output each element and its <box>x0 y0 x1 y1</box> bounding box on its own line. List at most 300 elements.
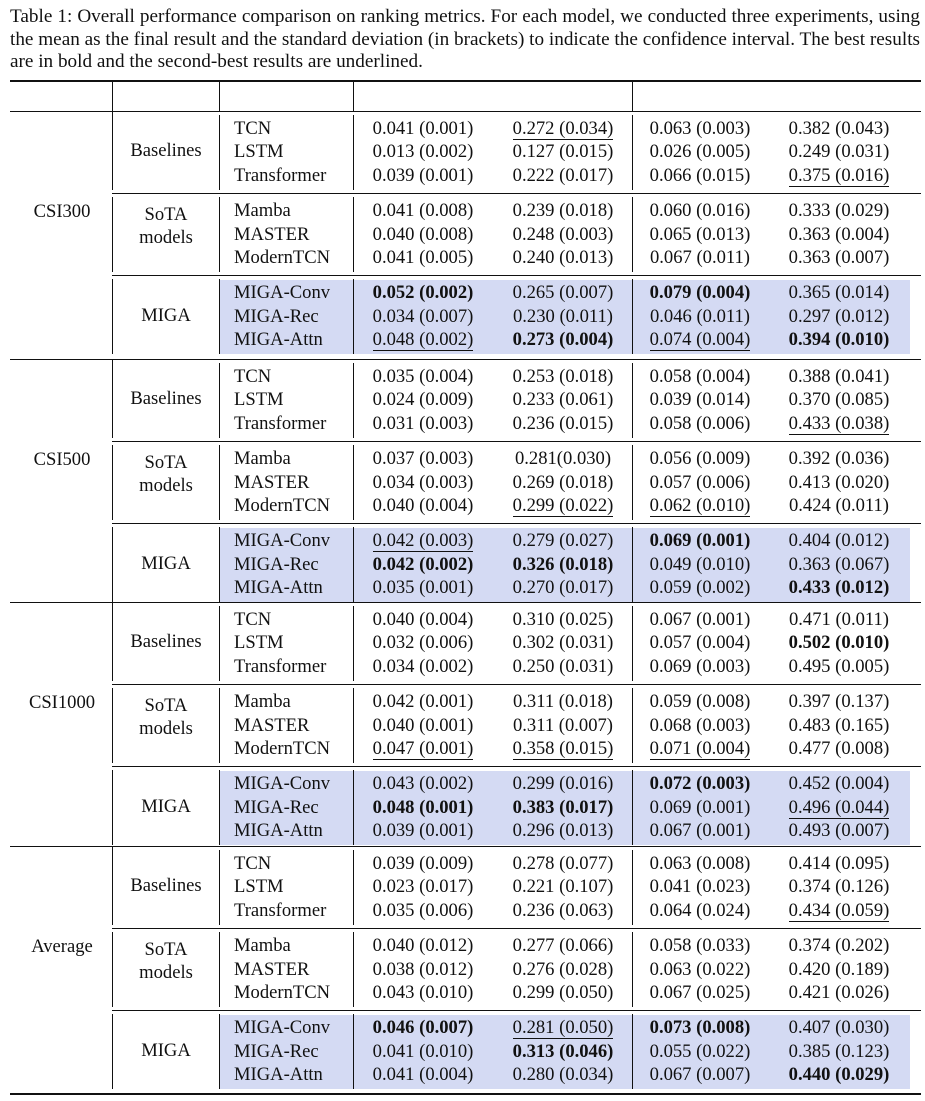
metric-value: 0.058 (0.033) <box>649 935 751 957</box>
metric-cell <box>353 935 493 957</box>
metric-value: 0.302 (0.031) <box>512 632 614 654</box>
metric-cell <box>353 820 493 842</box>
metric-value: 0.236 (0.063) <box>512 899 614 921</box>
column-separator <box>219 770 220 845</box>
column-separator <box>219 688 220 763</box>
metric-value: 0.420 (0.189) <box>788 958 890 980</box>
metric-cell <box>353 472 493 494</box>
metric-cell <box>353 200 493 222</box>
metric-value: 0.069 (0.003) <box>649 655 751 677</box>
metric-value: 0.041 (0.001) <box>372 118 474 139</box>
metric-value: 0.040 (0.004) <box>372 609 474 630</box>
metric-value: 0.040 (0.004) <box>372 494 474 516</box>
column-separator <box>219 932 220 1007</box>
top-rule <box>10 80 921 82</box>
second-best-value: 0.281 (0.050) <box>512 1017 614 1039</box>
column-separator <box>219 115 220 190</box>
metric-value: 0.040 (0.012) <box>372 935 474 957</box>
best-value: 0.073 (0.008) <box>649 1017 751 1039</box>
column-separator <box>112 606 113 681</box>
metric-value: 0.299 (0.050) <box>512 981 614 1003</box>
best-value: 0.046 (0.007) <box>372 1017 474 1039</box>
metric-value: 0.222 (0.017) <box>512 164 614 186</box>
column-separator <box>112 770 113 845</box>
metric-value: 0.068 (0.003) <box>649 714 751 736</box>
best-value: 0.326 (0.018) <box>512 553 614 575</box>
model-name: ModernTCN <box>234 737 331 759</box>
metric-value: 0.493 (0.007) <box>788 820 890 841</box>
metric-cell <box>493 959 633 981</box>
column-separator <box>112 527 113 602</box>
metric-value: 0.385 (0.123) <box>788 1040 890 1062</box>
column-separator <box>112 279 113 354</box>
metric-cell <box>630 715 770 737</box>
metric-cell <box>630 495 770 517</box>
model-name: TCN <box>234 118 272 139</box>
metric-cell <box>630 448 770 470</box>
model-name: MIGA-Attn <box>234 820 323 841</box>
metric-value: 0.037 (0.003) <box>372 448 474 470</box>
metric-cell <box>493 118 633 140</box>
metric-cell <box>353 1017 493 1039</box>
metric-cell <box>630 282 770 304</box>
metric-cell <box>353 797 493 819</box>
model-name: LSTM <box>234 876 284 898</box>
metric-cell <box>353 577 493 599</box>
metric-value: 0.024 (0.009) <box>372 389 474 411</box>
model-name: MASTER <box>234 471 310 493</box>
metric-value: 0.034 (0.007) <box>372 305 474 327</box>
metric-value: 0.221 (0.107) <box>512 876 614 898</box>
metric-value: 0.032 (0.006) <box>372 632 474 654</box>
metric-cell <box>630 820 770 842</box>
metric-value: 0.063 (0.003) <box>649 118 751 139</box>
column-separator <box>112 688 113 763</box>
model-name: MIGA-Rec <box>234 1040 319 1062</box>
group-type: Baselines <box>130 388 202 410</box>
metric-cell <box>769 1017 909 1039</box>
metric-cell <box>769 389 909 411</box>
metric-cell <box>493 797 633 819</box>
model-name: MIGA-Conv <box>234 1017 331 1039</box>
metric-value: 0.066 (0.015) <box>649 164 751 186</box>
metric-cell <box>353 900 493 922</box>
best-value: 0.072 (0.003) <box>649 773 751 795</box>
metric-value: 0.039 (0.001) <box>372 164 474 186</box>
metric-cell <box>630 853 770 875</box>
metric-value: 0.046 (0.011) <box>649 305 750 327</box>
metric-cell <box>630 530 770 552</box>
group-type: MIGA <box>141 1039 191 1061</box>
metric-value: 0.363 (0.067) <box>788 553 890 575</box>
metric-value: 0.067 (0.007) <box>649 1064 751 1085</box>
metric-value: 0.059 (0.008) <box>649 691 751 713</box>
header-rule <box>10 111 921 112</box>
metric-value: 0.026 (0.005) <box>649 141 751 163</box>
metric-value: 0.277 (0.066) <box>512 935 614 957</box>
metric-cell <box>630 632 770 654</box>
best-value: 0.433 (0.012) <box>788 577 890 598</box>
metric-cell <box>493 224 633 246</box>
metric-cell <box>353 715 493 737</box>
metric-value: 0.057 (0.004) <box>649 632 751 654</box>
second-best-value: 0.047 (0.001) <box>372 737 474 759</box>
metric-cell <box>630 329 770 351</box>
metric-cell <box>630 1064 770 1086</box>
model-name: Mamba <box>234 200 291 222</box>
metric-cell <box>353 495 493 517</box>
model-name: Transformer <box>234 412 327 434</box>
metric-value: 0.311 (0.007) <box>512 714 613 736</box>
metric-cell <box>493 306 633 328</box>
metric-cell <box>769 366 909 388</box>
header-separator <box>632 82 633 111</box>
column-separator <box>112 1014 113 1089</box>
metric-cell <box>353 306 493 328</box>
metric-value: 0.397 (0.137) <box>788 691 890 713</box>
model-name: ModernTCN <box>234 246 331 268</box>
bottom-rule <box>10 1093 921 1095</box>
metric-cell <box>630 797 770 819</box>
metric-cell <box>493 200 633 222</box>
second-best-value: 0.434 (0.059) <box>788 899 890 921</box>
stockset-separator <box>10 602 921 603</box>
metric-cell <box>769 738 909 760</box>
metric-cell <box>769 472 909 494</box>
metric-cell <box>630 224 770 246</box>
model-name: LSTM <box>234 632 284 654</box>
metric-cell <box>769 715 909 737</box>
metric-cell <box>493 656 633 678</box>
metric-value: 0.127 (0.015) <box>512 141 614 163</box>
model-name: MIGA-Conv <box>234 530 331 552</box>
model-name: MIGA-Conv <box>234 282 331 304</box>
model-name: MIGA-Attn <box>234 329 323 350</box>
metric-cell <box>353 224 493 246</box>
metric-value: 0.363 (0.007) <box>788 246 890 268</box>
metric-cell <box>769 282 909 304</box>
column-separator <box>112 850 113 925</box>
metric-value: 0.023 (0.017) <box>372 876 474 898</box>
metric-value: 0.035 (0.006) <box>372 899 474 921</box>
best-value: 0.052 (0.002) <box>372 282 474 304</box>
metric-cell <box>630 472 770 494</box>
stockset-name: CSI500 <box>33 449 91 471</box>
metric-value: 0.039 (0.009) <box>372 853 474 874</box>
metric-value: 0.483 (0.165) <box>788 714 890 736</box>
group-separator <box>112 928 921 929</box>
group-separator <box>112 766 921 767</box>
metric-value: 0.299 (0.016) <box>512 773 614 795</box>
second-best-value: 0.433 (0.038) <box>788 412 890 434</box>
metric-cell <box>493 982 633 1004</box>
group-type: MIGA <box>141 795 191 817</box>
best-value: 0.069 (0.001) <box>649 530 751 552</box>
metric-cell <box>353 773 493 795</box>
model-name: MIGA-Rec <box>234 553 319 575</box>
best-value: 0.079 (0.004) <box>649 282 751 304</box>
metric-cell <box>769 876 909 898</box>
metric-value: 0.069 (0.001) <box>649 796 751 818</box>
header-separator <box>353 82 354 111</box>
group-type: Baselines <box>130 140 202 162</box>
model-name: MIGA-Rec <box>234 796 319 818</box>
metric-value: 0.058 (0.004) <box>649 366 751 387</box>
column-separator <box>219 527 220 602</box>
metric-cell <box>769 141 909 163</box>
model-name: Transformer <box>234 899 327 921</box>
metric-value: 0.057 (0.006) <box>649 471 751 493</box>
metric-cell <box>493 691 633 713</box>
group-type: MIGA <box>141 552 191 574</box>
metric-value: 0.269 (0.018) <box>512 471 614 493</box>
metric-cell <box>493 389 633 411</box>
metric-value: 0.253 (0.018) <box>512 366 614 387</box>
best-value: 0.313 (0.046) <box>512 1040 614 1062</box>
metric-value: 0.041 (0.004) <box>372 1064 474 1085</box>
column-separator <box>112 115 113 190</box>
metric-cell <box>353 530 493 552</box>
metric-value: 0.250 (0.031) <box>512 655 614 677</box>
model-name: Mamba <box>234 448 291 470</box>
metric-cell <box>630 200 770 222</box>
metric-value: 0.233 (0.061) <box>512 389 614 411</box>
column-separator <box>112 197 113 272</box>
column-separator <box>112 111 113 119</box>
column-separator <box>219 197 220 272</box>
metric-value: 0.414 (0.095) <box>788 853 890 874</box>
metric-cell <box>353 329 493 351</box>
second-best-value: 0.071 (0.004) <box>649 737 751 759</box>
metric-value: 0.041 (0.008) <box>372 200 474 222</box>
metric-value: 0.471 (0.011) <box>788 609 889 630</box>
column-separator <box>219 850 220 925</box>
model-name: MASTER <box>234 223 310 245</box>
metric-cell <box>630 165 770 187</box>
metric-cell <box>769 118 909 140</box>
metric-cell <box>630 577 770 599</box>
metric-value: 0.281(0.030) <box>514 448 612 470</box>
metric-value: 0.034 (0.002) <box>372 655 474 677</box>
metric-cell <box>493 900 633 922</box>
column-separator <box>219 606 220 681</box>
metric-cell <box>493 282 633 304</box>
second-best-value: 0.062 (0.010) <box>649 494 751 516</box>
metric-value: 0.060 (0.016) <box>649 200 751 222</box>
metric-cell <box>769 1041 909 1063</box>
metric-value: 0.065 (0.013) <box>649 223 751 245</box>
group-separator <box>112 193 921 194</box>
metric-cell <box>769 609 909 631</box>
metric-cell <box>493 609 633 631</box>
group-separator <box>112 441 921 442</box>
metric-cell <box>630 773 770 795</box>
metric-cell <box>353 247 493 269</box>
metric-cell <box>353 876 493 898</box>
metric-cell <box>493 876 633 898</box>
metric-cell <box>630 554 770 576</box>
metric-value: 0.043 (0.010) <box>372 981 474 1003</box>
metric-value: 0.333 (0.029) <box>788 200 890 222</box>
metric-cell <box>769 448 909 470</box>
metric-cell <box>353 982 493 1004</box>
metric-cell <box>353 366 493 388</box>
metric-cell <box>769 773 909 795</box>
metric-cell <box>769 200 909 222</box>
metric-cell <box>630 959 770 981</box>
metric-value: 0.064 (0.024) <box>649 899 751 921</box>
metric-value: 0.311 (0.018) <box>512 691 613 713</box>
metric-value: 0.055 (0.022) <box>649 1040 751 1062</box>
group-type: SoTA models <box>139 204 193 249</box>
metric-value: 0.280 (0.034) <box>512 1064 614 1085</box>
metric-value: 0.058 (0.006) <box>649 412 751 434</box>
metric-value: 0.059 (0.002) <box>649 577 751 598</box>
column-separator <box>219 363 220 438</box>
metric-cell <box>769 413 909 435</box>
metric-value: 0.038 (0.012) <box>372 958 474 980</box>
metric-cell <box>493 495 633 517</box>
metric-cell <box>769 959 909 981</box>
metric-cell <box>630 306 770 328</box>
metric-cell <box>769 306 909 328</box>
model-name: TCN <box>234 366 272 387</box>
best-value: 0.048 (0.001) <box>372 796 474 818</box>
metric-cell <box>353 554 493 576</box>
metric-cell <box>769 656 909 678</box>
metric-cell <box>493 448 633 470</box>
metric-value: 0.276 (0.028) <box>512 958 614 980</box>
metric-cell <box>353 141 493 163</box>
metric-value: 0.056 (0.009) <box>649 448 751 470</box>
metric-value: 0.249 (0.031) <box>788 141 890 163</box>
metric-cell <box>353 282 493 304</box>
metric-value: 0.370 (0.085) <box>788 389 890 411</box>
metric-value: 0.049 (0.010) <box>649 553 751 575</box>
metric-value: 0.495 (0.005) <box>788 655 890 677</box>
column-separator <box>112 445 113 520</box>
metric-cell <box>493 715 633 737</box>
metric-cell <box>493 935 633 957</box>
model-name: LSTM <box>234 141 284 163</box>
metric-cell <box>630 609 770 631</box>
metric-value: 0.363 (0.004) <box>788 223 890 245</box>
metric-cell <box>353 609 493 631</box>
metric-cell <box>493 1041 633 1063</box>
metric-cell <box>353 165 493 187</box>
metric-cell <box>630 141 770 163</box>
metric-cell <box>769 577 909 599</box>
metric-cell <box>493 577 633 599</box>
table-caption: Table 1: Overall performance comparison on ranking metrics. For each model, we conducted three experiments, using the mean as the final result and the standard deviation (in brackets) to indicate the confidence interval. The best results are in bold and the second-best results are underlined. <box>10 6 920 72</box>
metric-cell <box>630 413 770 435</box>
metric-cell <box>353 118 493 140</box>
metric-value: 0.374 (0.126) <box>788 876 890 898</box>
metric-value: 0.421 (0.026) <box>788 981 890 1003</box>
group-type: SoTA models <box>139 695 193 740</box>
header-separator <box>112 82 113 111</box>
second-best-value: 0.299 (0.022) <box>512 494 614 516</box>
metric-value: 0.452 (0.004) <box>788 773 890 795</box>
metric-value: 0.392 (0.036) <box>788 448 890 470</box>
best-value: 0.383 (0.017) <box>512 796 614 818</box>
best-value: 0.502 (0.010) <box>788 632 890 654</box>
metric-value: 0.279 (0.027) <box>512 530 614 552</box>
metric-value: 0.040 (0.001) <box>372 714 474 736</box>
model-name: MASTER <box>234 714 310 736</box>
metric-value: 0.067 (0.025) <box>649 981 751 1003</box>
metric-value: 0.270 (0.017) <box>512 577 614 598</box>
column-separator <box>112 932 113 1007</box>
metric-cell <box>630 247 770 269</box>
metric-cell <box>493 530 633 552</box>
metric-cell <box>769 900 909 922</box>
metric-cell <box>493 141 633 163</box>
metric-cell <box>769 1064 909 1086</box>
metric-value: 0.297 (0.012) <box>788 305 890 327</box>
metric-cell <box>769 691 909 713</box>
group-separator <box>112 684 921 685</box>
metric-cell <box>493 820 633 842</box>
metric-value: 0.035 (0.004) <box>372 366 474 387</box>
model-name: Transformer <box>234 655 327 677</box>
metric-cell <box>630 900 770 922</box>
model-name: ModernTCN <box>234 981 331 1003</box>
metric-value: 0.374 (0.202) <box>788 935 890 957</box>
metric-cell <box>353 959 493 981</box>
metric-cell <box>493 738 633 760</box>
metric-cell <box>493 413 633 435</box>
metric-value: 0.413 (0.020) <box>788 471 890 493</box>
metric-value: 0.063 (0.022) <box>649 958 751 980</box>
model-name: MASTER <box>234 958 310 980</box>
metric-cell <box>353 1041 493 1063</box>
column-separator <box>219 1014 220 1089</box>
stockset-name: Average <box>31 936 93 958</box>
metric-cell <box>769 554 909 576</box>
metric-value: 0.013 (0.002) <box>372 141 474 163</box>
metric-value: 0.310 (0.025) <box>512 609 614 630</box>
group-type: SoTA models <box>139 939 193 984</box>
group-type: MIGA <box>141 304 191 326</box>
metric-value: 0.063 (0.008) <box>649 853 751 874</box>
metric-cell <box>630 876 770 898</box>
metric-cell <box>769 632 909 654</box>
metric-cell <box>630 691 770 713</box>
metric-cell <box>769 797 909 819</box>
group-separator <box>112 1010 921 1011</box>
model-name: ModernTCN <box>234 494 331 516</box>
column-separator <box>219 445 220 520</box>
metric-cell <box>630 1041 770 1063</box>
metric-value: 0.041 (0.005) <box>372 246 474 268</box>
group-type: SoTA models <box>139 452 193 497</box>
metric-cell <box>353 656 493 678</box>
metric-value: 0.035 (0.001) <box>372 577 474 598</box>
metric-cell <box>769 495 909 517</box>
metric-value: 0.382 (0.043) <box>788 118 890 139</box>
metric-value: 0.265 (0.007) <box>512 282 614 304</box>
metric-cell <box>630 1017 770 1039</box>
metric-cell <box>493 554 633 576</box>
metric-value: 0.248 (0.003) <box>512 223 614 245</box>
metric-value: 0.230 (0.011) <box>512 305 613 327</box>
metric-cell <box>769 982 909 1004</box>
model-name: MIGA-Attn <box>234 1064 323 1085</box>
metric-value: 0.067 (0.001) <box>649 820 751 841</box>
metric-cell <box>353 448 493 470</box>
second-best-value: 0.074 (0.004) <box>649 329 751 350</box>
